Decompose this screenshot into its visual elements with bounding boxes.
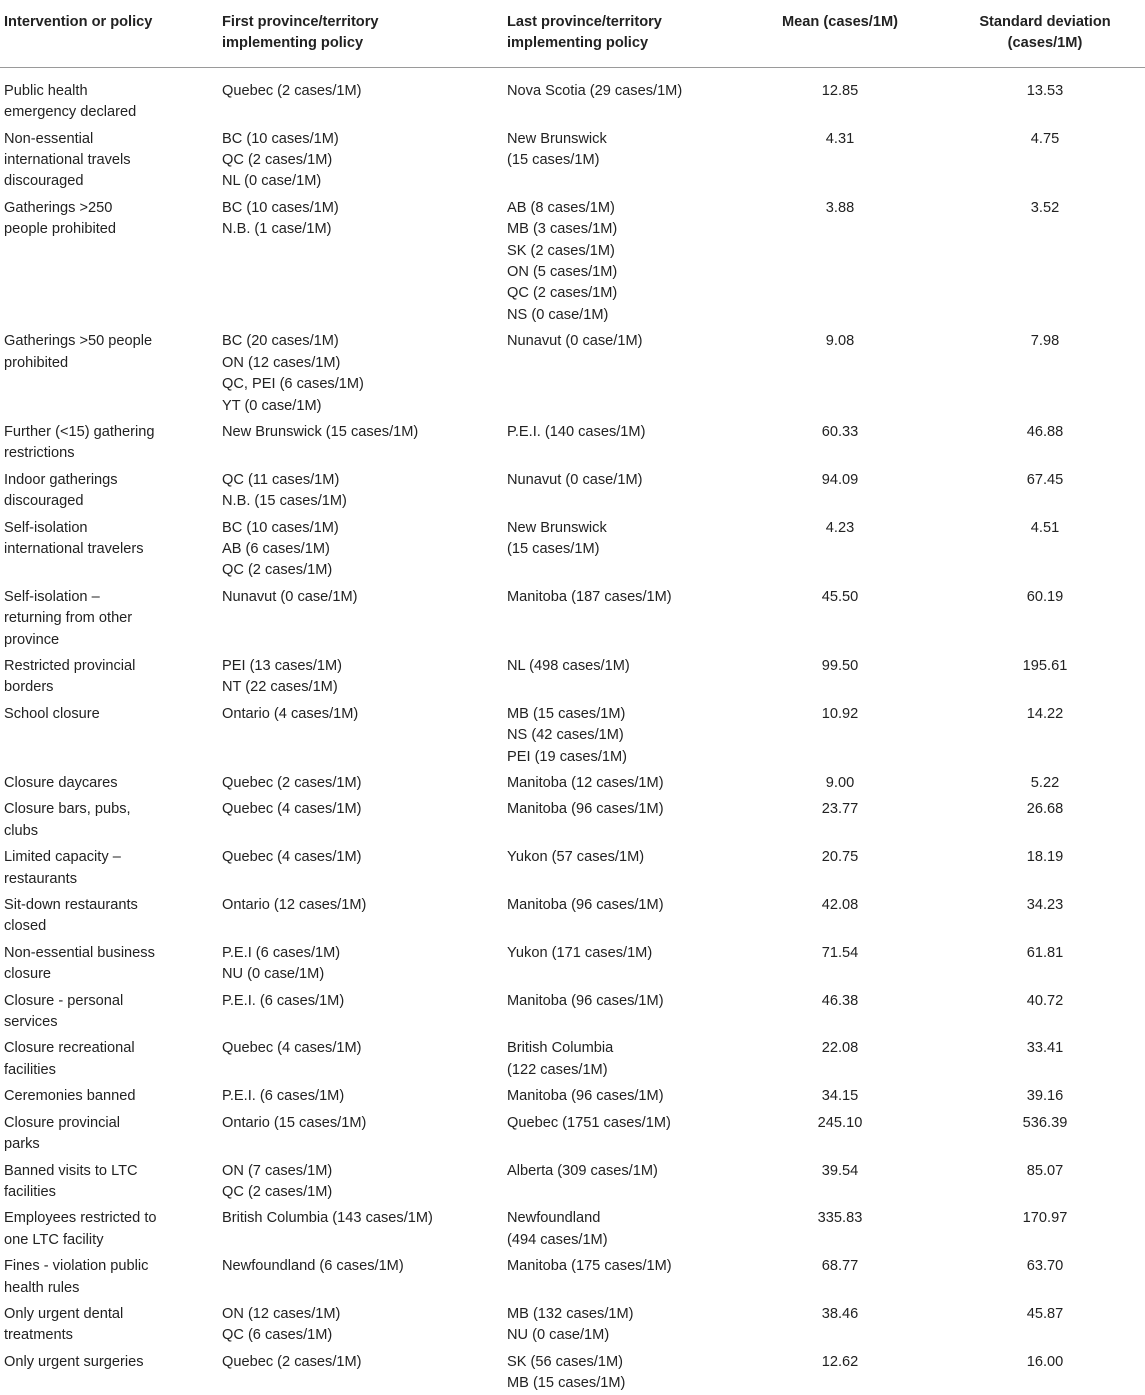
cell-policy: Employees restricted to one LTC facility xyxy=(4,1210,157,1248)
cell-first-province: New Brunswick (15 cases/1M) xyxy=(222,423,419,440)
cell-first-province: Ontario (4 cases/1M) xyxy=(222,705,359,722)
cell-mean: 10.92 xyxy=(821,705,859,722)
cell-mean: 71.54 xyxy=(821,944,859,961)
cell-last-province: P.E.I. (140 cases/1M) xyxy=(507,423,646,440)
cell-policy: Fines - violation public health rules xyxy=(4,1258,149,1296)
cell-last-province: Manitoba (187 cases/1M) xyxy=(507,588,672,605)
cell-mean: 335.83 xyxy=(817,1210,863,1227)
cell-standard-deviation: 34.23 xyxy=(1026,897,1064,914)
cell-first-province: Quebec (4 cases/1M) xyxy=(222,801,362,818)
cell-standard-deviation: 13.53 xyxy=(1026,82,1064,99)
header-first-province: First province/territory implementing policy xyxy=(218,0,503,67)
cell-standard-deviation: 14.22 xyxy=(1026,705,1064,722)
cell-standard-deviation: 63.70 xyxy=(1026,1258,1064,1275)
cell-mean: 245.10 xyxy=(817,1114,863,1131)
cell-standard-deviation: 85.07 xyxy=(1026,1162,1064,1179)
table-row xyxy=(0,465,1145,513)
cell-first-province: BC (20 cases/1M) ON (12 cases/1M) QC, PEI (6 cases/1M) YT (0 case/1M) xyxy=(222,333,364,414)
cell-policy: Public health emergency declared xyxy=(4,82,137,121)
cell-standard-deviation: 46.88 xyxy=(1026,423,1064,440)
cell-mean: 9.08 xyxy=(825,333,855,350)
cell-policy: Limited capacity – restaurants xyxy=(4,849,121,887)
table-row xyxy=(0,193,1145,326)
cell-standard-deviation: 18.19 xyxy=(1026,849,1064,866)
cell-last-province: New Brunswick (15 cases/1M) xyxy=(507,519,607,557)
cell-standard-deviation: 7.98 xyxy=(1030,333,1060,350)
cell-policy: Closure bars, pubs, clubs xyxy=(4,801,131,839)
cell-standard-deviation: 4.75 xyxy=(1030,130,1060,147)
cell-mean: 4.23 xyxy=(825,519,855,536)
cell-standard-deviation: 195.61 xyxy=(1022,657,1068,674)
cell-last-province: British Columbia (122 cases/1M) xyxy=(507,1040,614,1078)
table-row xyxy=(0,417,1145,465)
cell-policy: Only urgent surgeries xyxy=(4,1353,144,1370)
cell-first-province: BC (10 cases/1M) QC (2 cases/1M) NL (0 case/1M) xyxy=(222,130,339,190)
cell-last-province: Alberta (309 cases/1M) xyxy=(507,1162,658,1179)
cell-first-province: PEI (13 cases/1M) NT (22 cases/1M) xyxy=(222,657,343,696)
cell-last-province: Manitoba (96 cases/1M) xyxy=(507,992,664,1009)
cell-first-province: P.E.I (6 cases/1M) NU (0 case/1M) xyxy=(222,944,341,983)
cell-first-province: Quebec (2 cases/1M) xyxy=(222,82,362,99)
table-row xyxy=(0,124,1145,193)
cell-last-province: SK (56 cases/1M) MB (15 cases/1M) xyxy=(507,1353,626,1392)
cell-policy: School closure xyxy=(4,705,100,722)
table-row xyxy=(0,1156,1145,1204)
cell-standard-deviation: 67.45 xyxy=(1026,471,1064,488)
cell-standard-deviation: 26.68 xyxy=(1026,801,1064,818)
cell-last-province: Newfoundland (494 cases/1M) xyxy=(507,1210,608,1248)
table-row xyxy=(0,1033,1145,1081)
cell-first-province: P.E.I. (6 cases/1M) xyxy=(222,1088,345,1105)
cell-last-province: NL (498 cases/1M) xyxy=(507,657,630,674)
cell-policy: Closure daycares xyxy=(4,775,118,791)
cell-policy: Gatherings >250 people prohibited xyxy=(4,199,116,238)
cell-policy: Sit-down restaurants closed xyxy=(4,897,138,935)
cell-last-province: MB (132 cases/1M) NU (0 case/1M) xyxy=(507,1305,634,1344)
cell-last-province: Nova Scotia (29 cases/1M) xyxy=(507,82,683,99)
cell-first-province: QC (11 cases/1M) N.B. (15 cases/1M) xyxy=(222,471,347,510)
cell-policy: Gatherings >50 people prohibited xyxy=(4,333,153,371)
cell-first-province: Newfoundland (6 cases/1M) xyxy=(222,1258,404,1275)
cell-last-province: Manitoba (175 cases/1M) xyxy=(507,1258,672,1275)
table-row xyxy=(0,938,1145,986)
table-header xyxy=(0,0,1145,67)
cell-mean: 9.00 xyxy=(825,775,855,791)
table-row xyxy=(0,1108,1145,1156)
cell-mean: 99.50 xyxy=(821,657,859,674)
cell-first-province: Quebec (2 cases/1M) xyxy=(222,775,362,791)
header-row xyxy=(0,0,1145,67)
cell-policy: Self-isolation international travelers xyxy=(4,519,144,557)
cell-mean: 60.33 xyxy=(821,423,859,440)
cell-mean: 12.85 xyxy=(821,82,859,99)
cell-last-province: New Brunswick (15 cases/1M) xyxy=(507,130,607,169)
cell-policy: Closure provincial parks xyxy=(4,1114,120,1153)
table-body xyxy=(0,67,1145,1394)
cell-first-province: Quebec (2 cases/1M) xyxy=(222,1353,362,1370)
cell-first-province: P.E.I. (6 cases/1M) xyxy=(222,992,345,1009)
cell-last-province: Quebec (1751 cases/1M) xyxy=(507,1114,671,1131)
cell-last-province: Manitoba (96 cases/1M) xyxy=(507,1088,664,1105)
cell-first-province: Ontario (15 cases/1M) xyxy=(222,1114,367,1131)
cell-first-province: BC (10 cases/1M) AB (6 cases/1M) QC (2 cases/1M) xyxy=(222,519,339,579)
cell-standard-deviation: 39.16 xyxy=(1026,1088,1064,1105)
header-last-province: Last province/territory implementing policy xyxy=(503,0,735,67)
cell-mean: 38.46 xyxy=(821,1305,859,1322)
cell-policy: Further (<15) gathering restrictions xyxy=(4,423,155,462)
table-row xyxy=(0,890,1145,938)
cell-mean: 22.08 xyxy=(821,1040,859,1057)
cell-standard-deviation: 16.00 xyxy=(1026,1353,1064,1370)
cell-standard-deviation: 45.87 xyxy=(1026,1305,1064,1322)
table-row xyxy=(0,768,1145,794)
table-row xyxy=(0,699,1145,768)
header-intervention: Intervention or policy xyxy=(0,0,218,67)
cell-last-province: AB (8 cases/1M) MB (3 cases/1M) SK (2 cases/1M) ON (5 cases/1M) QC (2 cases/1M) NS (0 case/1M) xyxy=(507,199,618,323)
cell-policy: Self-isolation – returning from other province xyxy=(4,588,133,648)
cell-policy: Closure recreational facilities xyxy=(4,1040,135,1078)
cell-first-province: ON (12 cases/1M) QC (6 cases/1M) xyxy=(222,1305,341,1344)
cell-mean: 45.50 xyxy=(821,588,859,605)
cell-mean: 46.38 xyxy=(821,992,859,1009)
cell-mean: 94.09 xyxy=(821,471,859,488)
cell-mean: 68.77 xyxy=(821,1258,859,1275)
cell-mean: 34.15 xyxy=(821,1088,859,1105)
cell-first-province: British Columbia (143 cases/1M) xyxy=(222,1210,433,1227)
cell-last-province: Nunavut (0 case/1M) xyxy=(507,333,643,350)
table-row xyxy=(0,842,1145,890)
cell-first-province: Quebec (4 cases/1M) xyxy=(222,849,362,866)
cell-mean: 3.88 xyxy=(825,199,855,216)
cell-last-province: MB (15 cases/1M) NS (42 cases/1M) PEI (19 cases/1M) xyxy=(507,705,628,765)
cell-mean: 20.75 xyxy=(821,849,859,866)
cell-mean: 39.54 xyxy=(821,1162,859,1179)
cell-last-province: Manitoba (12 cases/1M) xyxy=(507,775,664,791)
table-row xyxy=(0,986,1145,1034)
cell-last-province: Manitoba (96 cases/1M) xyxy=(507,897,664,914)
table-row xyxy=(0,1203,1145,1251)
cell-policy: Closure - personal services xyxy=(4,992,124,1031)
header-standard-deviation: Standard deviation (cases/1M) xyxy=(945,0,1145,67)
cell-first-province: Nunavut (0 case/1M) xyxy=(222,588,358,605)
cell-standard-deviation: 40.72 xyxy=(1026,992,1064,1009)
cell-mean: 23.77 xyxy=(821,801,859,818)
cell-mean: 42.08 xyxy=(821,897,859,914)
cell-policy: Indoor gatherings discouraged xyxy=(4,471,118,510)
cell-standard-deviation: 60.19 xyxy=(1026,588,1064,605)
cell-first-province: Ontario (12 cases/1M) xyxy=(222,897,367,914)
table-row xyxy=(0,1347,1145,1395)
table-row xyxy=(0,326,1145,417)
cell-first-province: ON (7 cases/1M) QC (2 cases/1M) xyxy=(222,1162,333,1200)
cell-last-province: Yukon (171 cases/1M) xyxy=(507,944,653,961)
table-row xyxy=(0,794,1145,842)
cell-last-province: Nunavut (0 case/1M) xyxy=(507,471,643,488)
cell-policy: Banned visits to LTC facilities xyxy=(4,1162,138,1200)
cell-last-province: Manitoba (96 cases/1M) xyxy=(507,801,664,818)
table-row xyxy=(0,1299,1145,1347)
cell-standard-deviation: 3.52 xyxy=(1030,199,1060,216)
cell-mean: 12.62 xyxy=(821,1353,859,1370)
cell-standard-deviation: 5.22 xyxy=(1030,775,1060,791)
cell-policy: Non-essential international travels discouraged xyxy=(4,130,131,190)
table-row xyxy=(0,1081,1145,1107)
cell-policy: Non-essential business closure xyxy=(4,944,155,983)
table-row xyxy=(0,67,1145,123)
cell-policy: Only urgent dental treatments xyxy=(4,1305,124,1344)
cell-mean: 4.31 xyxy=(825,130,855,147)
cell-first-province: Quebec (4 cases/1M) xyxy=(222,1040,362,1057)
table-row xyxy=(0,513,1145,582)
cell-standard-deviation: 170.97 xyxy=(1022,1210,1068,1227)
cell-standard-deviation: 4.51 xyxy=(1030,519,1060,536)
header-mean: Mean (cases/1M) xyxy=(735,0,945,67)
cell-last-province: Yukon (57 cases/1M) xyxy=(507,849,645,866)
cell-standard-deviation: 33.41 xyxy=(1026,1040,1064,1057)
cell-standard-deviation: 61.81 xyxy=(1026,944,1064,961)
cell-policy: Ceremonies banned xyxy=(4,1088,136,1105)
cell-first-province: BC (10 cases/1M) N.B. (1 case/1M) xyxy=(222,199,339,238)
table-row xyxy=(0,1251,1145,1299)
cell-policy: Restricted provincial borders xyxy=(4,657,136,696)
cell-standard-deviation: 536.39 xyxy=(1022,1114,1068,1131)
table-row xyxy=(0,651,1145,699)
table-row xyxy=(0,582,1145,651)
